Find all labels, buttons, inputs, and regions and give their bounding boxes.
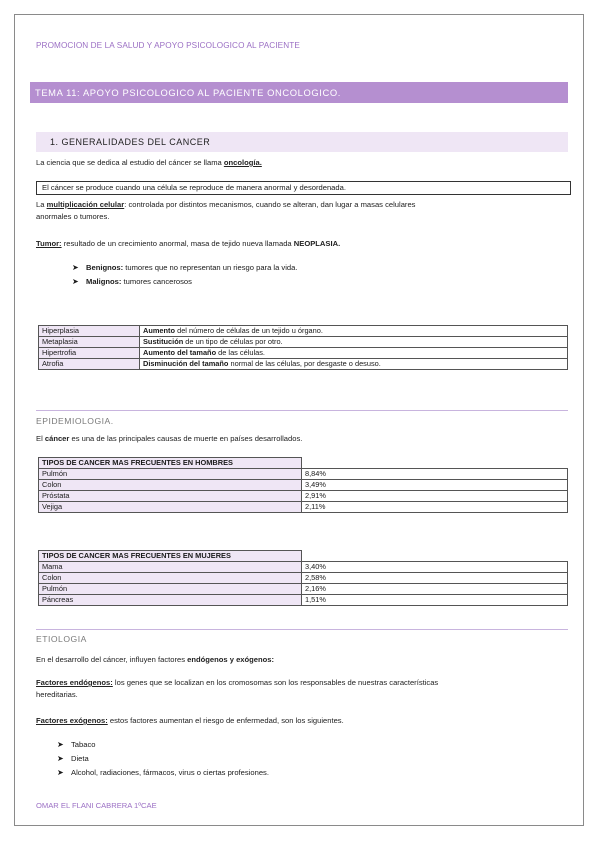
- table-cell: 2,91%: [302, 491, 568, 502]
- table-cell: Atrofia: [39, 359, 140, 370]
- table-cell: Colon: [39, 480, 302, 491]
- table-header-row: [39, 551, 568, 562]
- table-cell: Disminución del tamaño normal de las células, por desgaste o desuso.: [140, 359, 568, 370]
- table-cell: Metaplasia: [39, 337, 140, 348]
- table-cell: Hiperplasia: [39, 326, 140, 337]
- paragraph-etiologia: En el desarrollo del cáncer, influyen factores endógenos y exógenos:: [36, 655, 275, 664]
- arrow-bullet-icon: ➤: [57, 740, 64, 749]
- table-cell: Aumento del número de células de un tejido u órgano.: [140, 326, 568, 337]
- arrow-bullet-icon: ➤: [57, 768, 64, 777]
- table-cell: Mama: [39, 562, 302, 573]
- table-cell: Pulmón: [39, 584, 302, 595]
- table-cell: Sustitución de un tipo de células por otro.: [140, 337, 568, 348]
- table-cell: 3,49%: [302, 480, 568, 491]
- table-cell: 8,84%: [302, 469, 568, 480]
- table-cell: Pulmón: [39, 469, 302, 480]
- paragraph-endogenos: Factores endógenos: los genes que se localizan en los cromosomas son los responsables de nuestras características hereditarias.: [36, 678, 439, 699]
- section-divider: [36, 629, 568, 630]
- table-cell: Aumento del tamaño de las células.: [140, 348, 568, 359]
- list-item: ➤ Dieta: [57, 754, 89, 763]
- table-header-cell: TIPOS DE CANCER MAS FRECUENTES EN HOMBRES: [39, 458, 302, 469]
- paragraph-oncologia: La ciencia que se dedica al estudio del cáncer se llama oncología.: [36, 158, 262, 167]
- table-row: [39, 337, 568, 348]
- list-item: ➤ Tabaco: [57, 740, 96, 749]
- definitions-table: [38, 325, 568, 370]
- boxed-definition: El cáncer se produce cuando una célula se reproduce de manera anormal y desordenada.: [36, 181, 571, 195]
- list-item: ➤ Alcohol, radiaciones, fármacos, virus o ciertas profesiones.: [57, 768, 269, 777]
- table-row: [39, 491, 568, 502]
- table-row: [39, 348, 568, 359]
- paragraph-multiplicacion: La multiplicación celular: controlada por distintos mecanismos, cuando se alteran, dan lugar a masas celulares anormales o tumores.: [36, 200, 416, 221]
- arrow-bullet-icon: ➤: [72, 263, 79, 272]
- list-item: ➤ Malignos: tumores cancerosos: [72, 277, 192, 286]
- section-title-generalidades: 1. GENERALIDADES DEL CANCER: [36, 132, 568, 152]
- paragraph-epidemiologia: El cáncer es una de las principales causas de muerte en países desarrollados.: [36, 434, 303, 443]
- table-cell: Colon: [39, 573, 302, 584]
- arrow-bullet-icon: ➤: [72, 277, 79, 286]
- table-row: [39, 326, 568, 337]
- table-cell: 1,51%: [302, 595, 568, 606]
- section-title-etiologia: ETIOLOGIA: [36, 634, 87, 644]
- table-cell: Páncreas: [39, 595, 302, 606]
- table-cell: 2,58%: [302, 573, 568, 584]
- table-header-cell: [302, 458, 568, 469]
- table-cell: 3,40%: [302, 562, 568, 573]
- topic-title-bar: TEMA 11: APOYO PSICOLOGICO AL PACIENTE ONCOLOGICO.: [30, 82, 568, 103]
- table-row: [39, 469, 568, 480]
- table-row: [39, 359, 568, 370]
- arrow-bullet-icon: ➤: [57, 754, 64, 763]
- men-cancer-table: [38, 457, 568, 513]
- table-cell: Hipertrofia: [39, 348, 140, 359]
- table-row: [39, 502, 568, 513]
- paragraph-exogenos: Factores exógenos: estos factores aumentan el riesgo de enfermedad, son los siguientes.: [36, 716, 344, 725]
- table-row: [39, 562, 568, 573]
- table-cell: 2,16%: [302, 584, 568, 595]
- document-footer: OMAR EL FLANI CABRERA 1ºCAE: [36, 801, 157, 810]
- table-row: [39, 573, 568, 584]
- document-header: PROMOCION DE LA SALUD Y APOYO PSICOLOGICO AL PACIENTE: [36, 41, 300, 50]
- list-item: ➤ Benignos: tumores que no representan un riesgo para la vida.: [72, 263, 298, 272]
- table-cell: Vejiga: [39, 502, 302, 513]
- table-row: [39, 595, 568, 606]
- paragraph-tumor: Tumor: resultado de un crecimiento anormal, masa de tejido nueva llamada NEOPLASIA.: [36, 239, 341, 248]
- table-row: [39, 584, 568, 595]
- table-cell: Próstata: [39, 491, 302, 502]
- women-cancer-table: [38, 550, 568, 606]
- section-title-epidemiologia: EPIDEMIOLOGIA.: [36, 416, 114, 426]
- section-divider: [36, 410, 568, 411]
- table-header-row: [39, 458, 568, 469]
- table-row: [39, 480, 568, 491]
- table-cell: 2,11%: [302, 502, 568, 513]
- table-header-cell: TIPOS DE CANCER MAS FRECUENTES EN MUJERES: [39, 551, 302, 562]
- table-header-cell: [302, 551, 568, 562]
